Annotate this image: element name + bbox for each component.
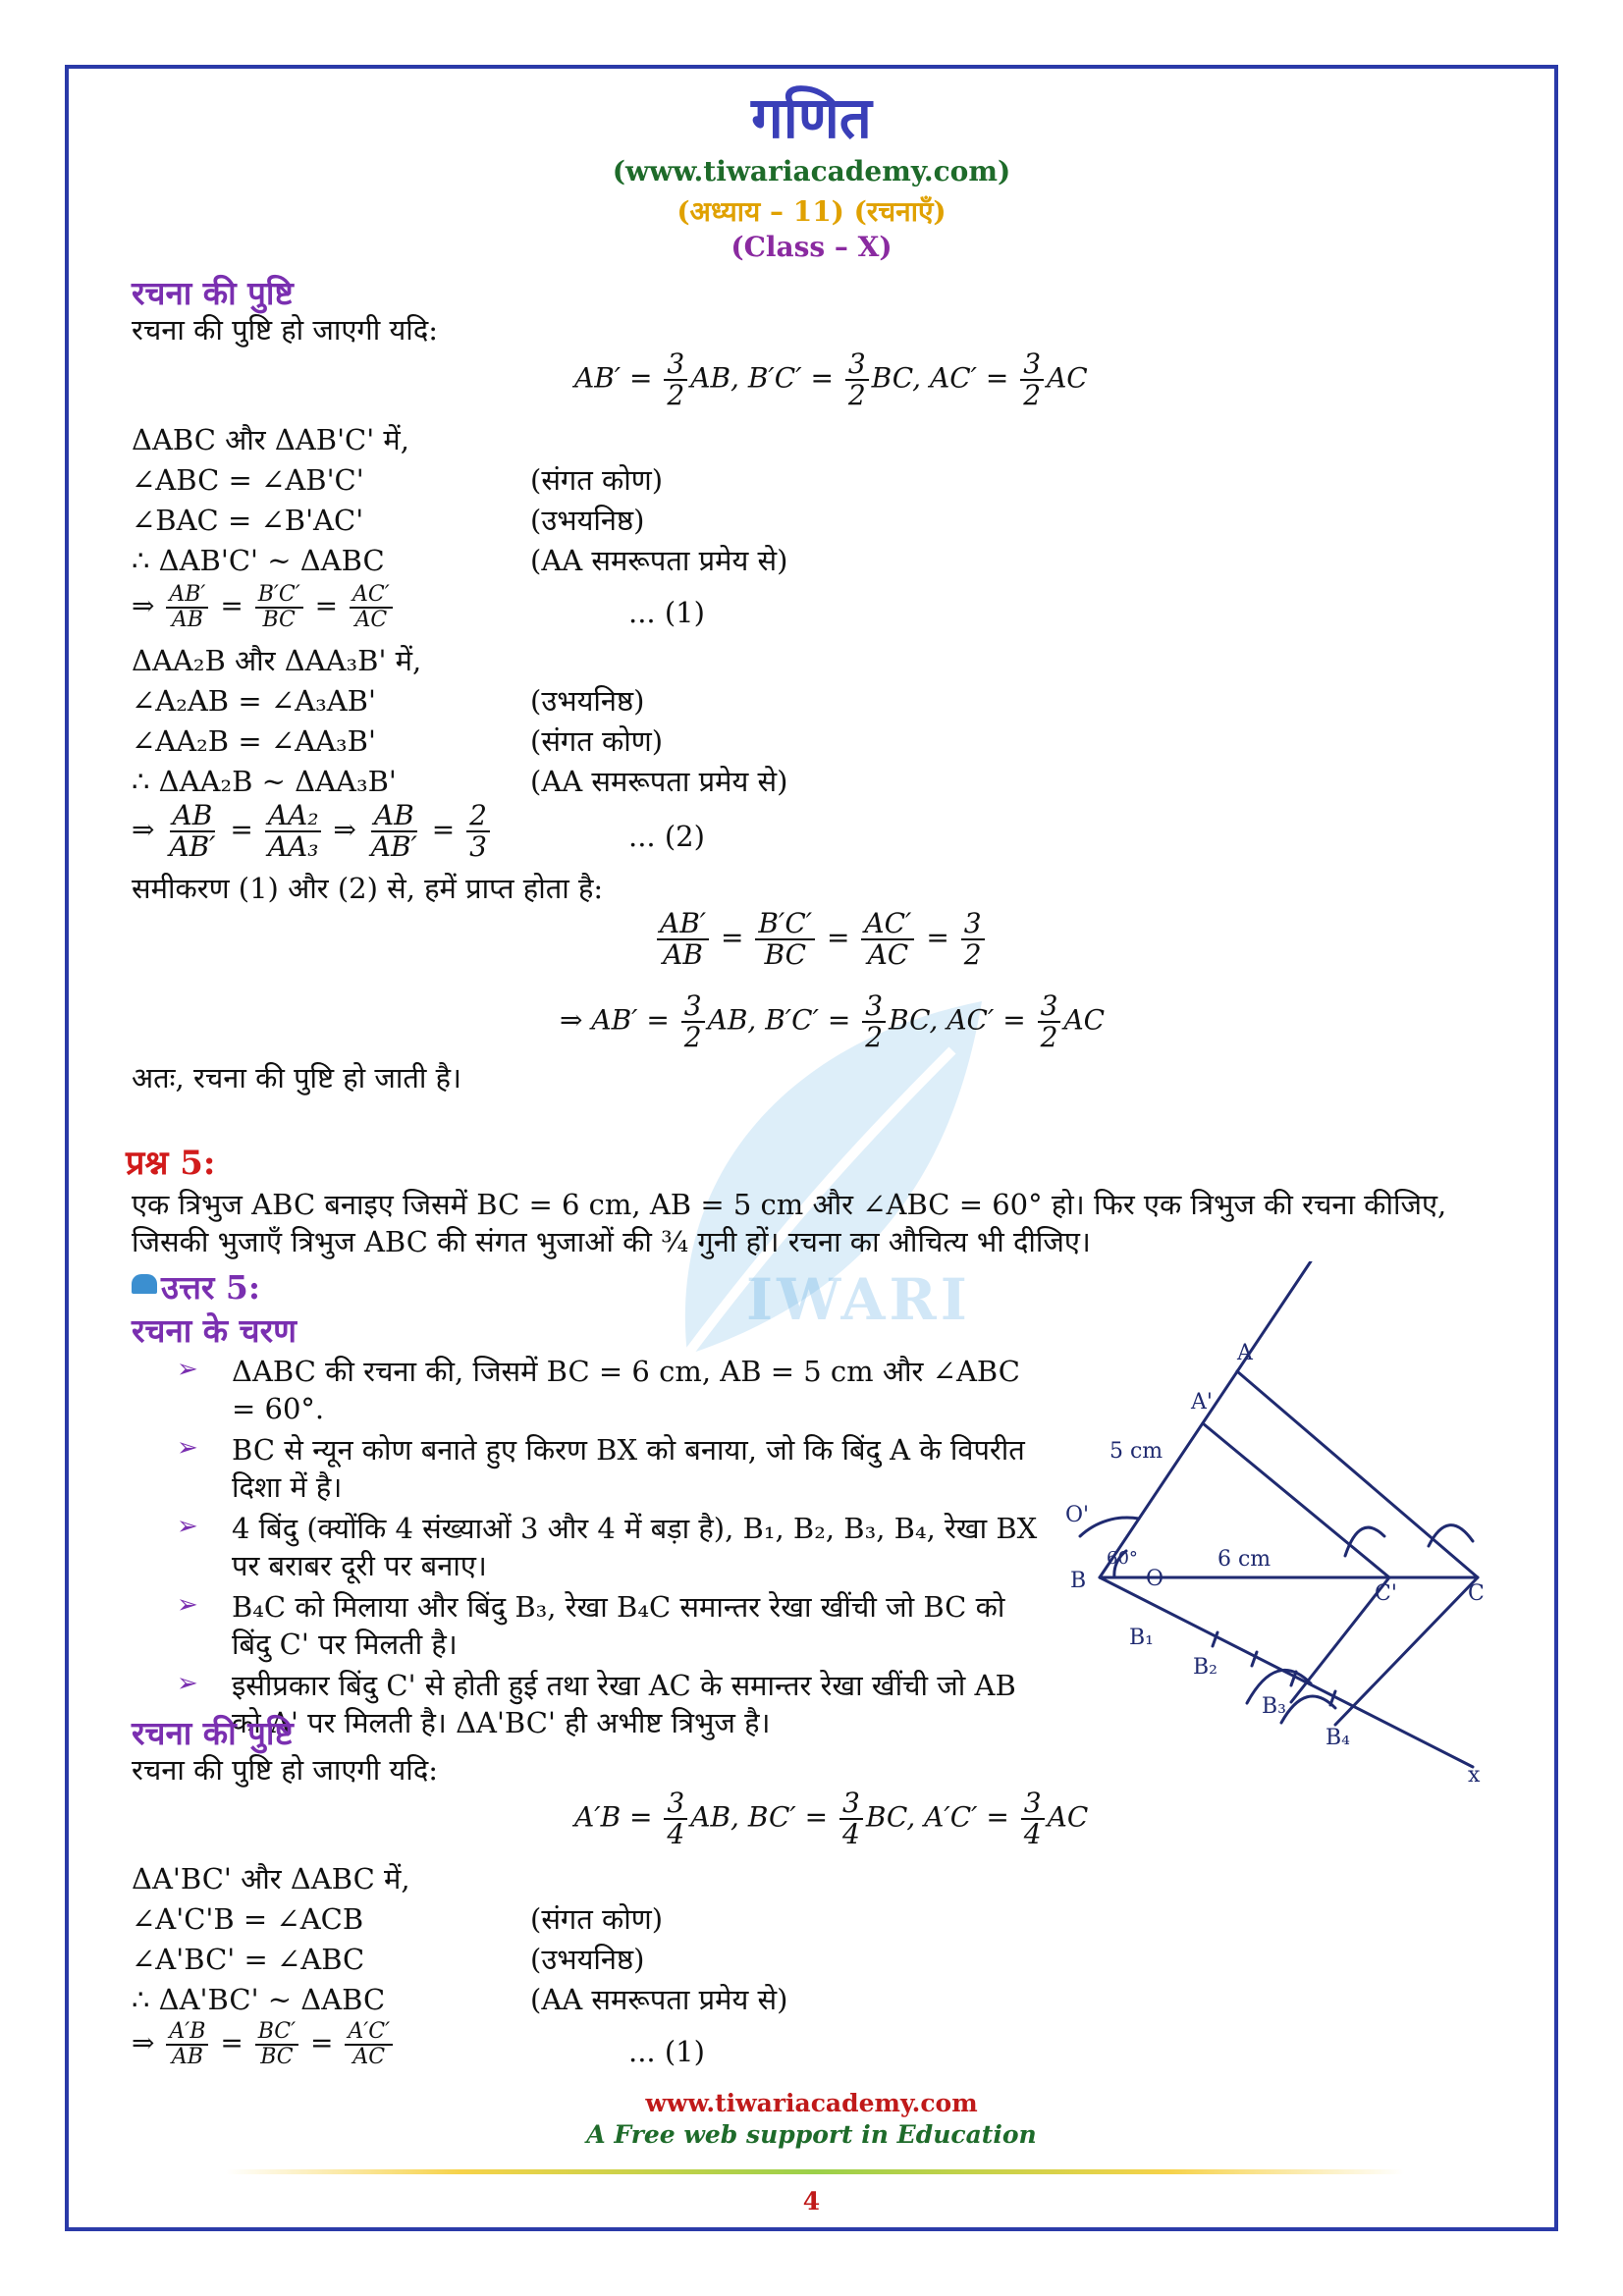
conclusion-text: अतः, रचना की पुष्टि हो जाती है। (132, 1061, 462, 1095)
arrow-bullet-icon: ➢ (177, 1669, 198, 1698)
label-o: O (1146, 1567, 1164, 1591)
page-title: गणित (751, 84, 872, 151)
triangle-statement: ΔA'BC' और ΔABC में, (132, 1862, 410, 1896)
label-a: A (1237, 1341, 1253, 1365)
reason-right: (उभयनिष्ठ) (530, 1943, 645, 1976)
reason-left: ∠AA₂B = ∠AA₃B' (132, 724, 376, 758)
combined-ratio: $\frac{AB'}{AB}$ = $\frac{B'C'}{BC}$ = $\frac{AC'}{AC}$ = $\frac{3}{2}$ (654, 909, 988, 970)
arrow-bullet-icon: ➢ (177, 1590, 198, 1620)
label-c-prime: C' (1375, 1581, 1397, 1606)
equation-tag: ... (1) (628, 596, 705, 629)
label-b2: B₂ (1193, 1655, 1217, 1680)
ratio-equation-1: ⇒ $\frac{AB'}{AB}$ = $\frac{B'C'}{BC}$ = $\frac{AC'}{AC}$ (132, 583, 396, 632)
question-text: एक त्रिभुज ABC बनाइए जिसमें BC = 6 cm, AB = 5 cm और ∠ABC = 60° हो। फिर एक त्रिभुज की रचना कीजिए, जिसकी भुजाएँ त्रिभुज ABC की संगत भुजाओं की ¾ गुनी हों। रचना का औचित्य भी दीजिए। (132, 1188, 1447, 1258)
reason-right: (उभयनिष्ठ) (530, 684, 645, 718)
reason-right: (AA समरूपता प्रमेय से) (530, 544, 788, 577)
triangle-statement: ΔAA₂B और ΔAA₃B' में, (132, 644, 422, 677)
answer-label: उत्तर 5: (161, 1268, 261, 1307)
reason-left: ∠BAC = ∠B'AC' (132, 504, 364, 537)
reason-left: ∠A'C'B = ∠ACB (132, 1902, 364, 1936)
ray-bx (1100, 1577, 1473, 1767)
combine-text: समीकरण (1) और (2) से, हमें प्राप्त होता है: (132, 872, 604, 905)
list-item: ➢ ΔABC की रचना की, जिसमें BC = 6 cm, AB = 5 cm और ∠ABC = 60°. (177, 1355, 1020, 1425)
reason-left: ∴ ΔAB'C' ~ ΔABC (132, 544, 385, 577)
reason-left: ∠A'BC' = ∠ABC (132, 1943, 365, 1976)
label-b1: B₁ (1129, 1626, 1154, 1650)
intro-text: रचना की पुष्टि हो जाएगी यदि: (132, 1753, 438, 1787)
reason-left: ∴ ΔAA₂B ~ ΔAA₃B' (132, 765, 397, 798)
question-label: प्रश्न 5: (126, 1144, 216, 1183)
reason-right: (संगत कोण) (530, 1902, 664, 1936)
answer-icon (132, 1274, 157, 1294)
equation-main-2: A′B = $\frac{3}{4}$ AB, BC′ = $\frac{3}{4}$ BC, A′C′ = $\frac{3}{4}$ AC (574, 1787, 1089, 1850)
section-heading: रचना की पुष्टि (132, 274, 294, 312)
steps-heading: रचना के चरण (132, 1311, 297, 1350)
construction-figure (1055, 1261, 1507, 1796)
reason-right: (AA समरूपता प्रमेय से) (530, 765, 788, 798)
label-x: x (1468, 1763, 1481, 1788)
label-b: B (1070, 1569, 1087, 1593)
steps-list (177, 1353, 1041, 1741)
arc (1345, 1527, 1384, 1556)
label-angle: 60° (1107, 1548, 1138, 1569)
section-heading: रचना की पुष्टि (132, 1714, 294, 1752)
footer-tagline: A Free web support in Education (586, 2120, 1037, 2149)
watermark-text: IWARI (746, 1266, 971, 1333)
reason-right: (संगत कोण) (530, 463, 664, 497)
intro-text: रचना की पुष्टि हो जाएगी यदि: (132, 313, 438, 347)
label-b3: B₃ (1262, 1694, 1286, 1719)
label-o-prime: O' (1065, 1503, 1090, 1527)
line-b4c (1335, 1577, 1478, 1725)
label-length-bc: 6 cm (1217, 1547, 1271, 1572)
label-c: C (1468, 1581, 1485, 1606)
list-item: ➢ इसीप्रकार बिंदु C' से होती हुई तथा रेखा AC के समान्तर रेखा खींची जो AB को A' पर मिलती है। ΔA'BC' ही अभीष्ट त्रिभुज है। (177, 1669, 1016, 1739)
triangle-statement: ΔABC और ΔAB'C' में, (132, 423, 409, 456)
line-ac (1237, 1371, 1478, 1577)
ray-ba (1100, 1261, 1311, 1577)
footer-website: www.tiwariacademy.com (645, 2089, 978, 2117)
reason-left: ∠ABC = ∠AB'C' (132, 463, 364, 497)
equation-tag: ... (2) (628, 820, 705, 853)
arc (1281, 1696, 1335, 1723)
footer-divider (226, 2169, 1404, 2174)
label-length-ab: 5 cm (1109, 1439, 1163, 1464)
equation-main-1: AB′ = $\frac{3}{2}$ AB, B′C′ = $\frac{3}{2}$ BC, AC′ = $\frac{3}{2}$ AC (574, 347, 1088, 411)
list-item: ➢ 4 बिंदु (क्योंकि 4 संख्याओं 3 और 4 में बड़ा है), B₁, B₂, B₃, B₄, रेखा BX पर बराबर दूरी पर बनाए। (177, 1512, 1038, 1582)
arrow-bullet-icon: ➢ (177, 1433, 198, 1463)
class-header: (Class – X) (730, 231, 893, 263)
reason-left: ∴ ΔA'BC' ~ ΔABC (132, 1983, 386, 2016)
chapter-header: (अध्याय – 11) (रचनाएँ) (676, 195, 947, 228)
reason-left: ∠A₂AB = ∠A₃AB' (132, 684, 376, 718)
derived-equation: ⇒ AB′ = $\frac{3}{2}$ AB, B′C′ = $\frac{3}{2}$ BC, AC′ = $\frac{3}{2}$ AC (560, 989, 1106, 1053)
page-number: 4 (802, 2187, 821, 2216)
label-b4: B₄ (1325, 1726, 1350, 1750)
equation-tag: ... (1) (628, 2035, 705, 2068)
reason-right: (उभयनिष्ठ) (530, 504, 645, 537)
ratio-equation-3: ⇒ $\frac{A'B}{AB}$ = $\frac{BC'}{BC}$ = $\frac{A'C'}{AC}$ (132, 2020, 396, 2069)
arrow-bullet-icon: ➢ (177, 1355, 198, 1384)
ratio-equation-2: ⇒ $\frac{AB}{AB'}$ = $\frac{\text{AA₂}}{\text{AA₃}}$ ⇒ $\frac{AB}{AB'}$ = $\frac{2}{3}$ (132, 801, 493, 862)
reason-right: (संगत कोण) (530, 724, 664, 758)
reason-right: (AA समरूपता प्रमेय से) (530, 1983, 788, 2016)
list-item: ➢ B₄C को मिलाया और बिंदु B₃, रेखा B₄C समान्तर रेखा खींची जो BC को बिंदु C' पर मिलती है। (177, 1590, 1005, 1661)
label-a-prime: A' (1191, 1390, 1213, 1415)
arrow-bullet-icon: ➢ (177, 1512, 198, 1541)
website-header: (www.tiwariacademy.com) (612, 155, 1011, 187)
list-item: ➢ BC से न्यून कोण बनाते हुए किरण BX को बनाया, जो कि बिंदु A के विपरीत दिशा में है। (177, 1433, 1025, 1504)
